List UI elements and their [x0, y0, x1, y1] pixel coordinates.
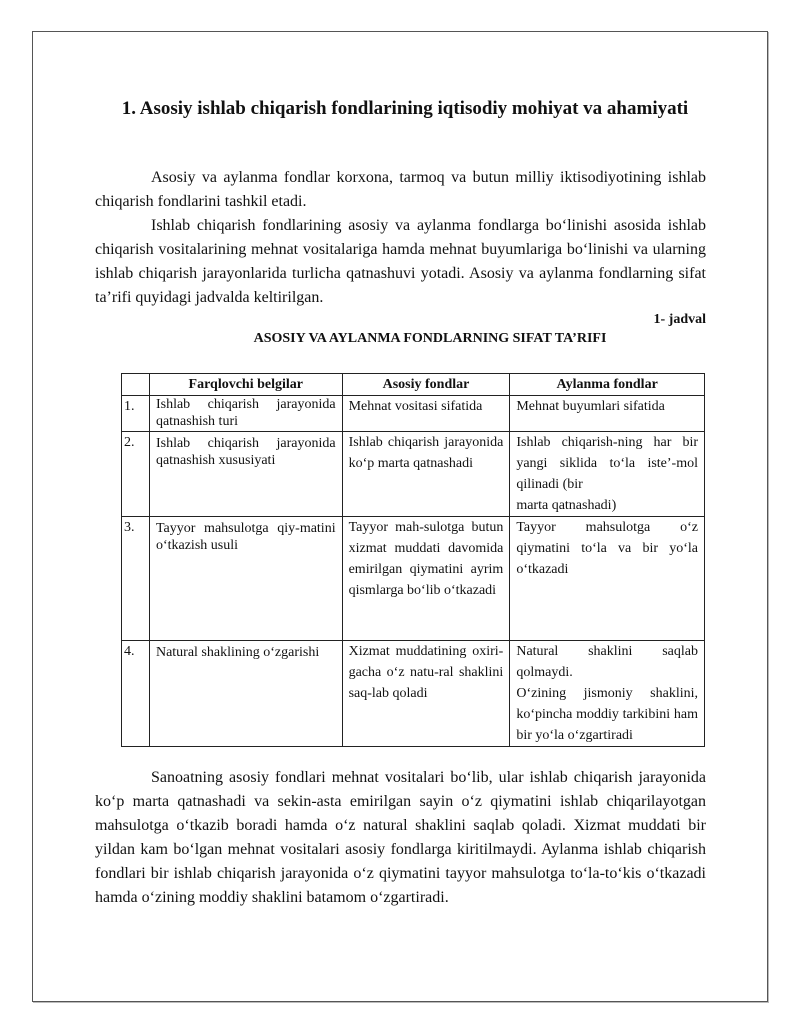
row-current: [510, 432, 705, 517]
header-fixed-assets: Asosiy fondlar: [342, 374, 510, 396]
row-current-text: Tayyor mahsulotga o‘z qiymatini to‘la va bir yo‘la o‘tkazadi: [516, 520, 698, 577]
row-feature: Ishlab chiqarish jarayonida qatnashish turi: [149, 396, 342, 432]
row-number: 1.: [122, 396, 150, 432]
row-current-extra: marta qatnashadi): [516, 498, 617, 513]
table-number: 1- jadval: [653, 312, 706, 327]
row-current: [510, 396, 705, 432]
table-row: [122, 396, 705, 432]
row-number: 2.: [122, 432, 150, 517]
row-current-text: Natural shaklini saqlab qolmaydi.: [516, 644, 698, 680]
row-number: 4.: [122, 641, 150, 747]
row-fixed: Mehnat vositasi sifatida: [342, 396, 510, 432]
table-header-row: [122, 374, 705, 396]
paragraph-conclusion: Sanoatning asosiy fondlari mehnat vositalari bo‘lib, ular ishlab chiqarish jarayonida ko‘p marta qatnashadi va sekin-asta emirilgan sayin o‘z qiymatini ishlab chiqarilayotgan mahsulotga o‘tkazib boradi hamda o‘z natural shaklini saqlab qoladi. Xizmat muddati bir yildan kam bo‘lgan mehnat vositalari asosiy fondlarga kiritilmaydi. Aylanma ishlab chiqarish fondlari bir ishlab chiqarish jarayonida o‘z qiymatini tayyor mahsulotga to‘la-to‘kis o‘tkazadi hamda o‘zining moddiy shaklini batamom o‘zgartiradi.: [95, 769, 706, 906]
header-features: Farqlovchi belgilar: [149, 374, 342, 396]
row-feature: Ishlab chiqarish jarayonida qatnashish xususiyati: [149, 432, 342, 517]
section-heading: 1. Asosiy ishlab chiqarish fondlarining iqtisodiy mohiyat va ahamiyati: [121, 98, 689, 119]
row-fixed: Xizmat muddatining oxiri-gacha o‘z natu-ral shaklini saq-lab qoladi: [342, 641, 510, 747]
paragraph-intro: Asosiy va aylanma fondlar korxona, tarmoq va butun milliy iktisodiyotining ishlab chiqarish fondlarini tashkil etadi.: [95, 169, 706, 210]
row-current: [510, 517, 705, 641]
row-current-extra: O‘zining jismoniy shaklini, ko‘pincha moddiy tarkibini ham bir yo‘la o‘zgartiradi: [516, 686, 698, 743]
header-current-assets: Aylanma fondlar: [510, 374, 705, 396]
header-num: [122, 374, 150, 396]
row-fixed: Tayyor mah-sulotga butun xizmat muddati davomida emirilgan qiymatini ayrim qismlarga bo‘lib o‘tkazadi: [342, 517, 510, 641]
paragraph-division: Ishlab chiqarish fondlarining asosiy va aylanma fondlarga bo‘linishi asosida ishlab chiqarish vositalarining mehnat vositalariga hamda mehnat buyumlariga bo‘linishi va ularning ishlab chiqarish jarayonlarida turlicha qatnashuvi yotadi. Asosiy va aylanma fondlarning sifat ta’rifi quyidagi jadvalda keltirilgan.: [95, 217, 706, 306]
table-row: [122, 641, 705, 747]
row-current-text: Mehnat buyumlari sifatida: [516, 399, 665, 414]
row-feature: Natural shaklining o‘zgarishi: [149, 641, 342, 747]
table-row: [122, 517, 705, 641]
row-feature: Tayyor mahsulotga qiy-matini o‘tkazish usuli: [149, 517, 342, 641]
row-current-text: Ishlab chiqarish-ning har bir yangi siklida to‘la iste’-mol qilinadi (bir: [516, 435, 698, 492]
row-number: 3.: [122, 517, 150, 641]
comparison-table: [121, 373, 705, 747]
row-current: [510, 641, 705, 747]
table-row: [122, 432, 705, 517]
table-title: ASOSIY VA AYLANMA FONDLARNING SIFAT TA’RIFI: [253, 331, 607, 346]
row-fixed: Ishlab chiqarish jarayonida ko‘p marta qatnashadi: [342, 432, 510, 517]
